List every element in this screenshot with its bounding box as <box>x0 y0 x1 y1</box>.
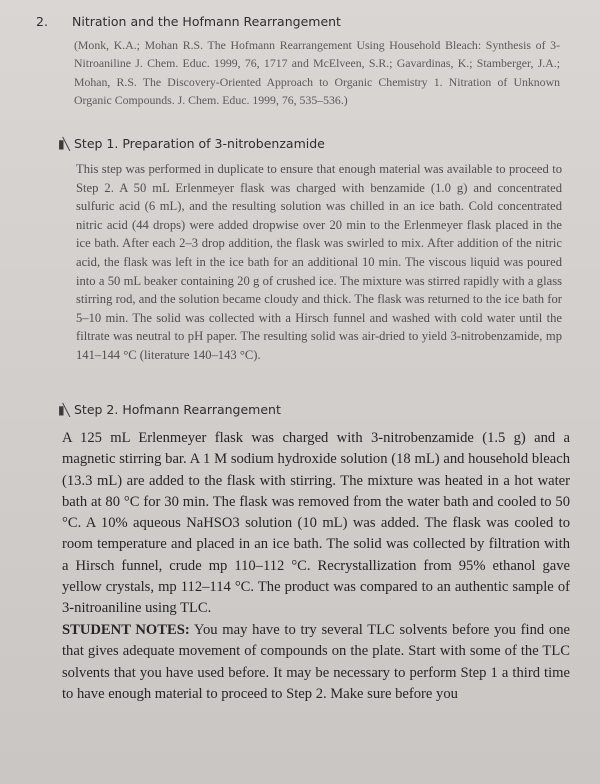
step1-heading <box>58 136 325 151</box>
section-number: 2. <box>36 14 48 29</box>
step1-heading-text: Step 1. Preparation of 3-nitrobenzamide <box>74 136 325 151</box>
step-marker-icon: ▮╲ <box>58 136 68 151</box>
section-title: Nitration and the Hofmann Rearrangement <box>72 14 341 29</box>
student-notes <box>62 620 570 705</box>
section-heading <box>36 14 341 29</box>
step2-paragraph: A 125 mL Erlenmeyer flask was charged with 3-nitrobenzamide (1.5 g) and a magnetic stirring bar. A 1 M sodium hydroxide solution (18 mL) and household bleach (13.3 mL) are added to the flask with stirring. The mixture was heated in a hot water bath at 80 °C for 30 min. The flask was removed from the water bath and cooled to 50 °C. A 10% aqueous NaHSO3 solution (10 mL) was added. The flask was cooled to room temperature and placed in an ice bath. The solid was collected by filtration with a Hirsch funnel, crude mp 110–112 °C. Recrystallization from 95% ethanol gave yellow crystals, mp 112–114 °C. The product was compared to an authentic sample of 3-nitroaniline using TLC. <box>62 430 570 617</box>
student-notes-text: You may have to try several TLC solvents before you find one that gives adequate movement of compounds on the plate. Start with some of the TLC solvents that you have used before. It may be necessary to perform Step 1 a third time to have enough material to proceed to Step 2. Make sure before you <box>62 622 570 702</box>
step2-heading <box>58 402 281 417</box>
reference-citation: (Monk, K.A.; Mohan R.S. The Hofmann Rearrangement Using Household Bleach: Synthesis of 3-Nitroaniline J. Chem. Educ. 1999, 76, 1717 and McElveen, S.R.; Gavardinas, K.; Stamberger, J.A.; Mohan, R.S. The Discovery-Oriented Approach to Organic Chemistry 1. Nitration of Unknown Organic Compounds. J. Chem. Educ. 1999, 76, 535–536.) <box>74 38 560 108</box>
step-marker-icon: ▮╲ <box>58 402 68 417</box>
step2-heading-text: Step 2. Hofmann Rearrangement <box>74 402 281 417</box>
student-notes-label: STUDENT NOTES: <box>62 622 190 638</box>
step1-paragraph: This step was performed in duplicate to ensure that enough material was available to proceed to Step 2. A 50 mL Erlenmeyer flask was charged with benzamide (1.0 g) and concentrated sulfuric acid (6 mL), and the resulting solution was chilled in an ice bath. Cold concentrated nitric acid (44 drops) were added dropwise over 20 min to the Erlenmeyer flask placed in the ice bath. After each 2–3 drop addition, the flask was swirled to mix. After addition of the nitric acid, the flask was left in the ice bath for an additional 10 min. The viscous liquid was poured into a 50 mL beaker containing 20 g of crushed ice. The mixture was stirred rapidly with a glass stirring rod, and the solution became cloudy and thick. The flask was returned to the ice bath for 5–10 min. The solid was collected with a Hirsch funnel and washed with cold water until the filtrate was neutral to pH paper. The resulting solid was air-dried to yield 3-nitrobenzamide, mp 141–144 °C (literature 140–143 °C). <box>76 162 562 362</box>
